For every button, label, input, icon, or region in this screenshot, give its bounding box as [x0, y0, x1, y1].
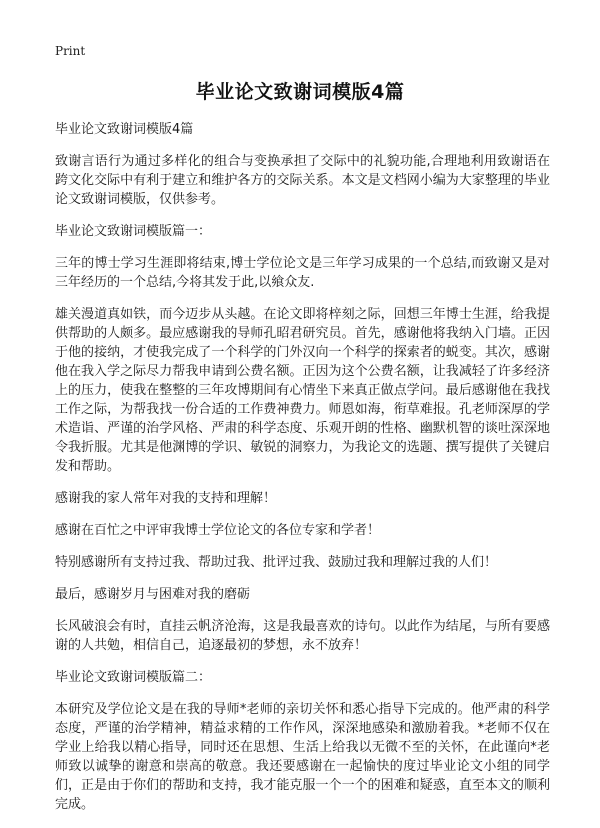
paragraph: 三年的博士学习生涯即将结束,博士学位论文是三年学习成果的一个总结,而致谢又是对三年经历的一个总结,今将其发于此,以飨众友.	[55, 256, 550, 290]
section-heading-1: 毕业论文致谢词模版篇一：	[55, 224, 212, 239]
article-subtitle: 毕业论文致谢词模版4篇	[55, 122, 194, 137]
paragraph: 本研究及学位论文是在我的导师*老师的亲切关怀和悉心指导下完成的。他严肃的科学态度，严谨的治学精神，精益求精的工作作风，深深地感染和激励着我。*老师不仅在学业上给我以精心指导，同时还在思想、生活上给我以无微不至的关怀，在此谨向*老师致以诚挚的谢意和崇高的敬意。我还要感谢在一起愉快的度过毕业论文小组的同学们，正是由于你们的帮助和支持，我才能克服一个一个的困难和疑惑，直至本文的顺利完成。	[55, 702, 550, 812]
intro-paragraph: 致谢言语行为通过多样化的组合与变换承担了交际中的礼貌功能,合理地利用致谢语在跨文化交际中有利于建立和维护各方的交际关系。本文是文档网小编为大家整理的毕业论文致谢词模版，仅供参考。	[55, 154, 550, 207]
section-heading-2: 毕业论文致谢词模版篇二：	[55, 670, 212, 685]
paragraph: 最后，感谢岁月与困难对我的磨砺	[55, 587, 251, 602]
paragraph: 长风破浪会有时，直挂云帆济沧海，这是我最喜欢的诗句。以此作为结尾，与所有要感谢的人共勉，相信自己，追逐最初的梦想，永不放弃！	[55, 619, 550, 653]
paragraph: 特别感谢所有支持过我、帮助过我、批评过我、鼓励过我和理解过我的人们！	[55, 555, 498, 570]
article-body	[55, 120, 550, 827]
paragraph: 雄关漫道真如铁，而今迈步从头越。在论文即将梓刻之际，回想三年博士生涯，给我提供帮助的人颇多。最应感谢我的导师孔昭君研究员。首先，感谢他将我纳入门墙。正因于他的接纳，才使我完成了一个科学的门外汉向一个科学的探索者的蜕变。其次，感谢他在我入学之际尽力帮我申请到公费名额。正因为这个公费名额，让我减轻了许多经济上的压力，使我在整整的三年攻博期间有心情坐下来真正做点学问。最后感谢他在我找工作之际，为帮我找一份合适的工作费神费力。师恩如海，衔草难报。孔老师深厚的学术造诣、严谨的治学风格、严肃的科学态度、乐观开朗的性格、幽默机智的谈吐深深地令我折服。尤其是他渊博的学识、敏锐的洞察力，为我论文的选题、撰写提供了关键启发和帮助。	[55, 307, 550, 474]
paragraph: 感谢我的家人常年对我的支持和理解！	[55, 491, 277, 506]
print-link[interactable]: Print	[55, 44, 86, 58]
paragraph: 感谢在百忙之中评审我博士学位论文的各位专家和学者！	[55, 523, 381, 538]
page-title: 毕业论文致谢词模版4篇	[195, 81, 405, 103]
